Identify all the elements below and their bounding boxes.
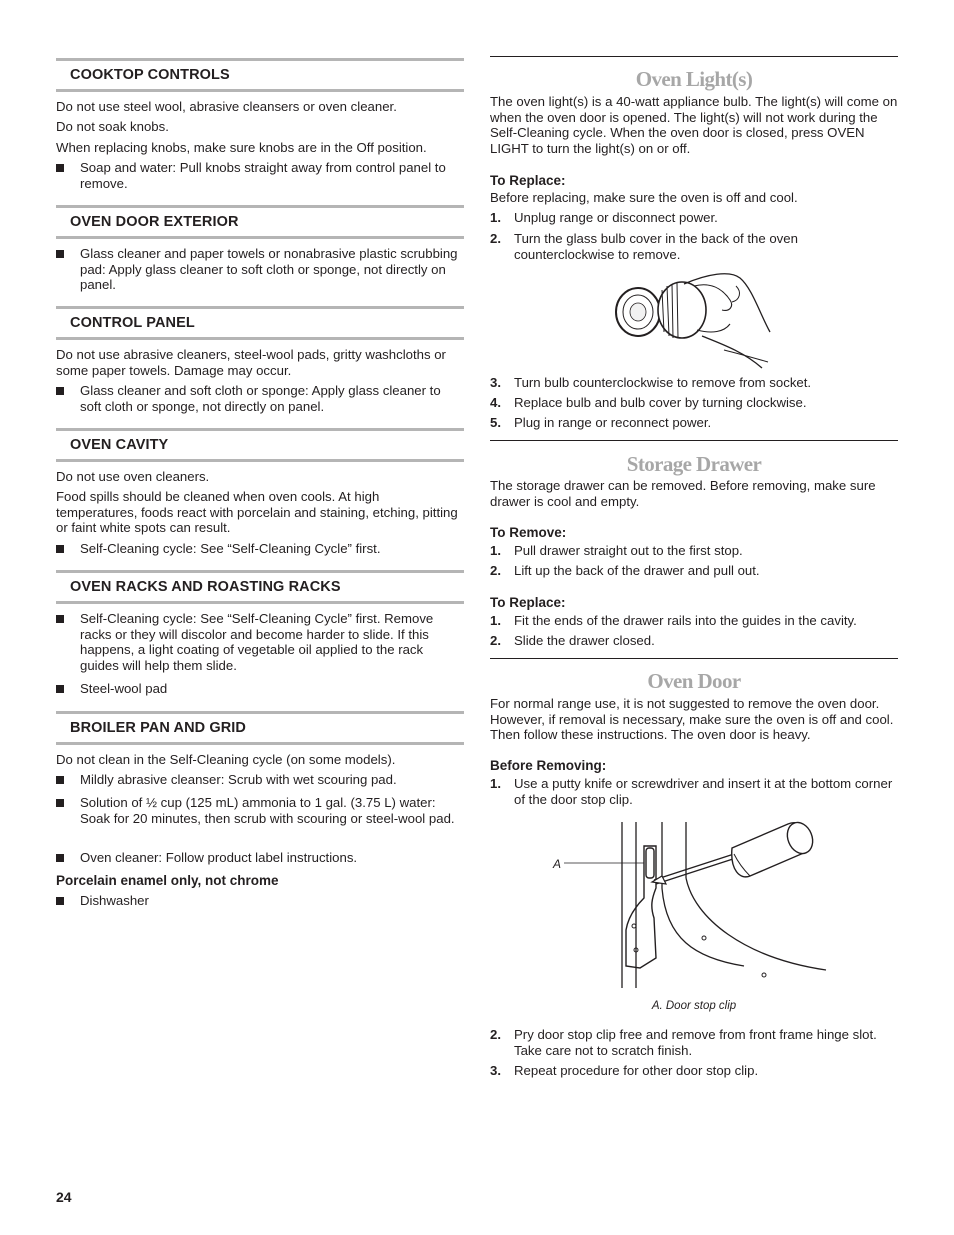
divider <box>490 56 898 57</box>
paragraph: Do not clean in the Self-Cleaning cycle (on some models). <box>56 752 396 767</box>
step-text: Replace bulb and bulb cover by turning clockwise. <box>514 395 807 410</box>
step-text: Slide the drawer closed. <box>514 633 655 648</box>
bullet-square-icon <box>56 164 64 172</box>
bullet-text: Solution of ½ cup (125 mL) ammonia to 1 gal. (3.75 L) water: Soak for 20 minutes, then scrub with scouring or steel-wool pad. <box>80 795 455 826</box>
bullet-square-icon <box>56 545 64 553</box>
figure-callout-label: A <box>553 857 562 871</box>
section-title-oven-door: Oven Door <box>647 669 741 693</box>
bullet-text: Steel-wool pad <box>80 681 168 696</box>
bullet-text: Glass cleaner and soft cloth or sponge: Apply glass cleaner to soft cloth or sponge, not directly on panel. <box>80 383 441 414</box>
bullet-square-icon <box>56 897 64 905</box>
door-stop-clip-illustration <box>544 818 844 993</box>
step-text: Use a putty knife or screwdriver and insert it at the bottom corner of the door stop clip. <box>514 776 893 807</box>
step-number: 2. <box>490 231 501 246</box>
bullet-text: Oven cleaner: Follow product label instructions. <box>80 850 358 865</box>
numbered-step <box>490 231 898 262</box>
paragraph: Do not use abrasive cleaners, steel-wool pads, gritty washcloths or some paper towels. Damage may occur. <box>56 347 446 378</box>
bullet-square-icon <box>56 250 64 258</box>
step-text: Repeat procedure for other door stop clip. <box>514 1063 759 1078</box>
bullet-item <box>56 795 464 826</box>
paragraph: Do not use oven cleaners. <box>56 469 210 484</box>
numbered-step <box>490 415 898 431</box>
bullet-item <box>56 772 464 788</box>
paragraph: Before replacing, make sure the oven is off and cool. <box>490 190 798 205</box>
step-number: 3. <box>490 375 501 390</box>
paragraph: The storage drawer can be removed. Before removing, make sure drawer is cool and empty. <box>490 478 876 509</box>
bullet-item <box>56 383 464 414</box>
bullet-text: Self-Cleaning cycle: See “Self-Cleaning Cycle” first. <box>80 541 381 556</box>
step-text: Pry door stop clip free and remove from front frame hinge slot. Take care not to scratch finish. <box>514 1027 877 1058</box>
bullet-text: Soap and water: Pull knobs straight away from control panel to remove. <box>80 160 446 191</box>
paragraph: The oven light(s) is a 40-watt appliance bulb. The light(s) will come on when the oven door is opened. The light(s) will not work during the Self-Cleaning cycle. When the oven door is closed, press OVEN LIGHT to turn the light(s) on or off. <box>490 94 898 156</box>
step-text: Pull drawer straight out to the first stop. <box>514 543 743 558</box>
step-text: Plug in range or reconnect power. <box>514 415 712 430</box>
step-text: Unplug range or disconnect power. <box>514 210 718 225</box>
bullet-item <box>56 893 464 909</box>
figure-caption: A. Door stop clip <box>651 1000 737 1012</box>
step-number: 2. <box>490 633 501 648</box>
bulb-cover-hand-illustration <box>612 266 776 374</box>
step-text: Fit the ends of the drawer rails into the guides in the cavity. <box>514 613 857 628</box>
bullet-text: Dishwasher <box>80 893 149 908</box>
bullet-item <box>56 160 464 191</box>
numbered-step <box>490 375 898 391</box>
step-text: Lift up the back of the drawer and pull out. <box>514 563 760 578</box>
step-number: 1. <box>490 543 501 558</box>
bullet-item <box>56 681 464 697</box>
subheading: To Remove: <box>490 525 567 540</box>
page-number: 24 <box>56 1189 72 1205</box>
section-title-storage-drawer: Storage Drawer <box>626 452 762 476</box>
paragraph: For normal range use, it is not suggested to remove the oven door. However, if removal is necessary, make sure the oven is off and cool. Then follow these instructions. The oven door is heavy. <box>490 696 894 743</box>
numbered-step <box>490 1063 898 1079</box>
paragraph: Food spills should be cleaned when oven cools. At high temperatures, foods react with porcelain and staining, etching, pitting or faint white spots can result. <box>56 489 458 536</box>
bullet-item <box>56 611 464 673</box>
step-number: 3. <box>490 1063 501 1078</box>
subheading: To Replace: <box>490 595 566 610</box>
step-number: 4. <box>490 395 501 410</box>
step-number: 1. <box>490 776 501 791</box>
paragraph: Do not soak knobs. <box>56 119 169 134</box>
divider <box>490 440 898 441</box>
subheading: Before Removing: <box>490 758 607 773</box>
step-number: 2. <box>490 563 501 578</box>
step-number: 5. <box>490 415 501 430</box>
step-number: 2. <box>490 1027 501 1042</box>
numbered-step <box>490 633 898 649</box>
bullet-item <box>56 850 464 866</box>
numbered-step <box>490 1027 898 1058</box>
section-heading-oven-racks: OVEN RACKS AND ROASTING RACKS <box>56 570 464 604</box>
numbered-step <box>490 543 898 559</box>
subheading: Porcelain enamel only, not chrome <box>56 873 279 888</box>
paragraph: Do not use steel wool, abrasive cleansers or oven cleaner. <box>56 99 397 114</box>
bullet-square-icon <box>56 387 64 395</box>
bullet-text: Self-Cleaning cycle: See “Self-Cleaning Cycle” first. Remove racks or they will discolor and become harder to slide. If this happens, a light coating of vegetable oil applied to the rack guides will help them slide. <box>80 611 434 673</box>
section-heading-broiler-pan: BROILER PAN AND GRID <box>56 711 464 745</box>
section-heading-oven-door-exterior: OVEN DOOR EXTERIOR <box>56 205 464 239</box>
paragraph: When replacing knobs, make sure knobs are in the Off position. <box>56 140 427 155</box>
bullet-text: Glass cleaner and paper towels or nonabrasive plastic scrubbing pad: Apply glass cleaner to soft cloth or sponge, not directly on panel. <box>80 246 458 293</box>
section-title-oven-lights: Oven Light(s) <box>635 67 753 91</box>
section-heading-oven-cavity: OVEN CAVITY <box>56 428 464 462</box>
bullet-square-icon <box>56 615 64 623</box>
bullet-item <box>56 541 464 557</box>
bullet-square-icon <box>56 854 64 862</box>
section-heading-cooktop-controls: COOKTOP CONTROLS <box>56 58 464 92</box>
numbered-step <box>490 210 898 226</box>
numbered-step <box>490 563 898 579</box>
step-number: 1. <box>490 210 501 225</box>
numbered-step <box>490 776 898 807</box>
bullet-square-icon <box>56 776 64 784</box>
subheading: To Replace: <box>490 173 566 188</box>
bullet-text: Mildly abrasive cleanser: Scrub with wet scouring pad. <box>80 772 397 787</box>
bullet-square-icon <box>56 685 64 693</box>
step-number: 1. <box>490 613 501 628</box>
numbered-step <box>490 613 898 629</box>
step-text: Turn the glass bulb cover in the back of the oven counterclockwise to remove. <box>514 231 798 262</box>
bullet-item <box>56 246 464 293</box>
numbered-step <box>490 395 898 411</box>
step-text: Turn bulb counterclockwise to remove from socket. <box>514 375 812 390</box>
bullet-square-icon <box>56 799 64 807</box>
section-heading-control-panel: CONTROL PANEL <box>56 306 464 340</box>
divider <box>490 658 898 659</box>
